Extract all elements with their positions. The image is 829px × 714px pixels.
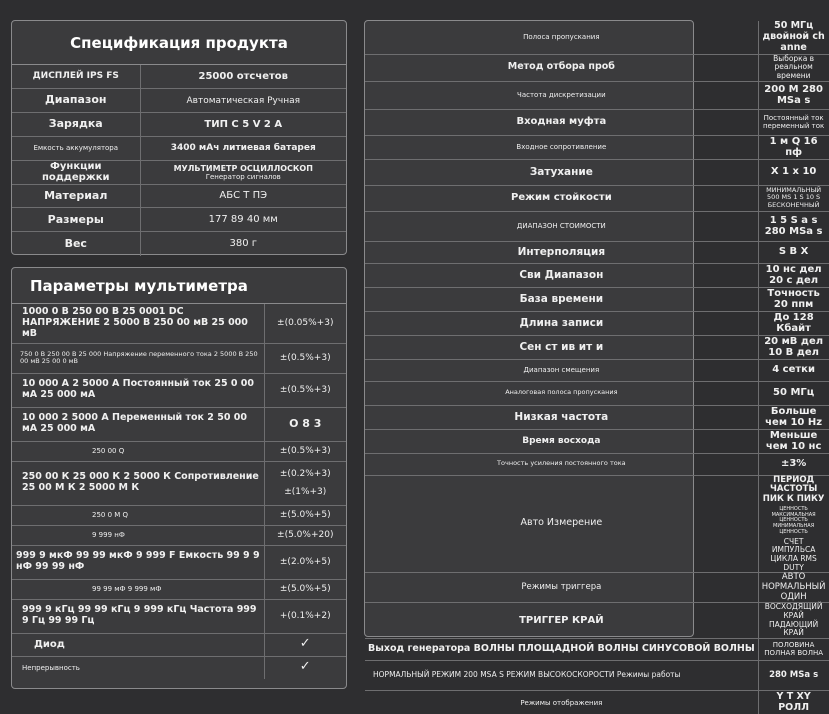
table-row bbox=[365, 159, 829, 185]
table-row bbox=[12, 441, 346, 461]
row-value-line1: Постоянный ток bbox=[763, 114, 824, 123]
row-value bbox=[140, 160, 346, 184]
spec-panel bbox=[11, 20, 347, 255]
row-label: ДИАПАЗОН СТОИМОСТИ bbox=[365, 211, 758, 241]
row-label: Точность усиления постоянного тока bbox=[365, 453, 758, 475]
row-value: 4 сетки bbox=[758, 359, 828, 381]
table-row bbox=[365, 311, 829, 335]
row-label: Интерполяция bbox=[365, 241, 758, 263]
row-label: Емкость аккумулятора bbox=[12, 136, 140, 160]
row-value: ±(0.5%+3) bbox=[264, 343, 346, 373]
row-label: Время восхода bbox=[365, 429, 758, 453]
row-label: Длина записи bbox=[365, 311, 758, 335]
row-value: Больше чем 10 Hz bbox=[758, 405, 828, 429]
row-value: ±3% bbox=[758, 453, 828, 475]
row-value: Меньше чем 10 нс bbox=[758, 429, 828, 453]
table-row bbox=[365, 21, 829, 54]
row-value-line2: ±(1%+3) bbox=[284, 487, 327, 497]
table-row bbox=[12, 579, 346, 599]
row-label: Полоса пропускания bbox=[365, 21, 758, 54]
row-value: Х 1 х 10 bbox=[758, 159, 828, 185]
row-label: 1000 0 В 250 00 В 25 0001 DC НАПРЯЖЕНИЕ 2 5000 В 250 00 мВ 25 000 мВ bbox=[12, 304, 264, 343]
table-row bbox=[365, 135, 829, 159]
row-value: До 128 Кбайт bbox=[758, 311, 828, 335]
oscilloscope-panel bbox=[364, 20, 826, 713]
spec-title: Спецификация продукта bbox=[12, 21, 346, 65]
row-value: 50 МГц bbox=[758, 381, 828, 405]
row-label: 250 0 М Q bbox=[12, 505, 264, 525]
row-value: ±(0.5%+3) bbox=[264, 441, 346, 461]
table-row bbox=[365, 211, 829, 241]
table-row bbox=[365, 381, 829, 405]
table-row bbox=[12, 545, 346, 579]
row-value: 1 м Q 16 пф bbox=[758, 135, 828, 159]
row-value-line2: ЦЕННОСТЬ МАКСИМАЛЬНАЯ ЦЕННОСТЬ МИНИМАЛЬНАЯ ЦЕННОСТЬ bbox=[771, 505, 816, 535]
multimeter-title: Параметры мультиметра bbox=[12, 268, 346, 304]
row-value: Выборка в реальном времени bbox=[758, 54, 828, 81]
row-value: 25000 отсчетов bbox=[140, 65, 346, 89]
table-row bbox=[12, 343, 346, 373]
multimeter-table bbox=[12, 304, 346, 679]
table-row bbox=[12, 160, 346, 184]
row-label: Непрерывность bbox=[12, 656, 264, 679]
row-label: Материал bbox=[12, 184, 140, 208]
row-value-line1: ±(0.2%+3) bbox=[279, 468, 331, 479]
row-value-line1: МУЛЬТИМЕТР ОСЦИЛЛОСКОП bbox=[173, 163, 313, 173]
row-value bbox=[758, 109, 828, 135]
table-row bbox=[12, 208, 346, 232]
table-row bbox=[365, 335, 829, 359]
table-row bbox=[365, 54, 829, 81]
row-value: 380 г bbox=[229, 238, 258, 250]
row-value: 3400 мАч литиевая батарея bbox=[140, 136, 346, 160]
row-label: Зарядка bbox=[12, 113, 140, 137]
row-label: 250 00 К 25 000 К 2 5000 К Сопротивление 25 00 М К 2 5000 М К bbox=[12, 461, 264, 505]
row-value: ±(5.0%+5) bbox=[264, 579, 346, 599]
row-value: 1 5 S a s 280 MSa s bbox=[758, 211, 828, 241]
row-value-line1: ПЕРИОД ЧАСТОТЫ ПИК К ПИКУ bbox=[762, 474, 825, 505]
row-value: Y T XY РОЛЛ bbox=[776, 690, 811, 713]
row-label: Низкая частота bbox=[365, 405, 758, 429]
table-row bbox=[12, 407, 346, 441]
row-label: Режимы триггера bbox=[365, 573, 758, 603]
table-row bbox=[12, 633, 346, 656]
row-label: 999 9 кГц 99 99 кГц 9 999 кГц Частота 999 9 Гц 99 99 Гц bbox=[12, 599, 264, 633]
table-row bbox=[365, 453, 829, 475]
row-value: ВОСХОДЯЩИЙ КРАЙ ПАДАЮЩИЙ КРАЙ bbox=[758, 603, 828, 639]
table-row bbox=[365, 359, 829, 381]
table-row bbox=[365, 603, 829, 639]
row-label: Сви Диапазон bbox=[365, 263, 758, 287]
row-label: Авто Измерение bbox=[365, 475, 758, 573]
row-label: Диапазон bbox=[12, 89, 140, 113]
row-value-line2: переменный ток bbox=[762, 122, 825, 131]
table-row bbox=[365, 81, 829, 109]
row-label: Диапазон смещения bbox=[365, 359, 758, 381]
table-row bbox=[365, 573, 829, 603]
row-label: 9 999 нФ bbox=[12, 525, 264, 545]
row-label: НОРМАЛЬНЫЙ РЕЖИМ 200 MSA S РЕЖИМ ВЫСОКОСКОРОСТИ Режимы работы bbox=[365, 660, 758, 690]
row-label: 999 9 мкФ 99 99 мкФ 9 999 F Емкость 99 9 9 нФ 99 99 нФ bbox=[12, 545, 264, 579]
row-value: О 8 3 bbox=[264, 407, 346, 441]
row-label: Выход генератора ВОЛНЫ ПЛОЩАДНОЙ ВОЛНЫ СИНУСОВОЙ ВОЛНЫ bbox=[365, 638, 758, 660]
row-label: ДИСПЛЕЙ IPS FS bbox=[12, 65, 140, 89]
row-value bbox=[264, 461, 346, 505]
table-row bbox=[12, 304, 346, 343]
row-value: 20 мВ дел 10 В дел bbox=[758, 335, 828, 359]
table-row bbox=[365, 287, 829, 311]
row-value-line2: Генератор сигналов bbox=[205, 172, 281, 181]
row-value: ±(2.0%+5) bbox=[264, 545, 346, 579]
row-value bbox=[758, 475, 828, 573]
table-row bbox=[365, 475, 829, 573]
row-label: ТРИГГЕР КРАЙ bbox=[365, 603, 758, 639]
row-label: 10 000 2 5000 A Переменный ток 2 50 00 мА 25 000 мА bbox=[12, 407, 264, 441]
row-label: Режимы отображения bbox=[365, 690, 758, 714]
row-label: Затухание bbox=[365, 159, 758, 185]
check-icon: ✓ bbox=[264, 633, 346, 656]
table-row bbox=[12, 505, 346, 525]
row-value: S В X bbox=[758, 241, 828, 263]
table-row bbox=[365, 185, 829, 211]
table-row bbox=[365, 690, 829, 714]
table-row bbox=[12, 656, 346, 679]
row-value: 280 MSa s bbox=[758, 660, 828, 690]
table-row bbox=[365, 263, 829, 287]
table-row bbox=[365, 638, 829, 660]
row-label: Вес bbox=[12, 232, 140, 256]
table-row bbox=[12, 136, 346, 160]
row-label: База времени bbox=[365, 287, 758, 311]
row-value: 177 89 40 мм bbox=[140, 208, 346, 232]
table-row bbox=[365, 405, 829, 429]
row-value: АВТО НОРМАЛЬНЫЙ ОДИН bbox=[758, 573, 828, 603]
row-label: Входная муфта bbox=[365, 109, 758, 135]
row-value: ±(0.05%+3) bbox=[264, 304, 346, 343]
table-row bbox=[12, 184, 346, 208]
table-row bbox=[12, 599, 346, 633]
table-row bbox=[12, 525, 346, 545]
table-row bbox=[12, 113, 346, 137]
table-row bbox=[365, 660, 829, 690]
row-value: 50 МГц двойной ch anne bbox=[758, 21, 828, 54]
table-row bbox=[12, 89, 346, 113]
row-value: ТИП C 5 V 2 A bbox=[140, 113, 346, 137]
table-row bbox=[12, 65, 346, 89]
row-label: Функции поддержки bbox=[12, 160, 140, 184]
table-row bbox=[365, 241, 829, 263]
row-value-line3: СЧЕТ ИМПУЛЬСА ЦИКЛА RMS DUTY bbox=[770, 536, 817, 572]
row-label: 750 0 В 250 00 В 25 000 Напряжение переменного тока 2 5000 В 250 00 мВ 25 00 0 мВ bbox=[12, 343, 264, 373]
table-row bbox=[12, 461, 346, 505]
row-value: 10 нс дел 20 с дел bbox=[758, 263, 828, 287]
spec-table bbox=[12, 65, 346, 256]
row-value: АБС Т ПЭ bbox=[140, 184, 346, 208]
row-label: Диод bbox=[12, 633, 264, 656]
row-label: Метод отбора проб bbox=[365, 54, 758, 81]
table-row bbox=[365, 109, 829, 135]
multimeter-panel bbox=[11, 267, 347, 689]
row-value: Автоматическая Ручная bbox=[140, 89, 346, 113]
row-label: Режим стойкости bbox=[365, 185, 758, 211]
table-row bbox=[12, 232, 346, 256]
row-value: ПОЛОВИНА ПОЛНАЯ ВОЛНА bbox=[758, 638, 828, 660]
row-value: ±(5.0%+5) bbox=[264, 505, 346, 525]
row-label: 250 00 Q bbox=[12, 441, 264, 461]
row-value: ±(5.0%+20) bbox=[264, 525, 346, 545]
table-row bbox=[12, 373, 346, 407]
row-value: МИНИМАЛЬНЫЙ 500 MS 1 S 10 S БЕСКОНЕЧНЫЙ bbox=[758, 185, 828, 211]
check-icon: ✓ bbox=[299, 659, 311, 675]
row-value: ±(0.5%+3) bbox=[264, 373, 346, 407]
table-row bbox=[365, 429, 829, 453]
row-label: Частота дискретизации bbox=[365, 81, 758, 109]
row-value: Точность 20 ппм bbox=[758, 287, 828, 311]
row-label: 99 99 мФ 9 999 мФ bbox=[12, 579, 264, 599]
row-label: Сен ст ив ит и bbox=[365, 335, 758, 359]
row-label: Размеры bbox=[12, 208, 140, 232]
row-label: Входное сопротивление bbox=[365, 135, 758, 159]
oscilloscope-table bbox=[365, 21, 829, 714]
row-label: 10 000 A 2 5000 A Постоянный ток 25 0 00 мА 25 000 мА bbox=[12, 373, 264, 407]
row-value: 200 М 280 МSa s bbox=[758, 81, 828, 109]
row-value: +(0.1%+2) bbox=[264, 599, 346, 633]
row-label: Аналоговая полоса пропускания bbox=[365, 381, 758, 405]
